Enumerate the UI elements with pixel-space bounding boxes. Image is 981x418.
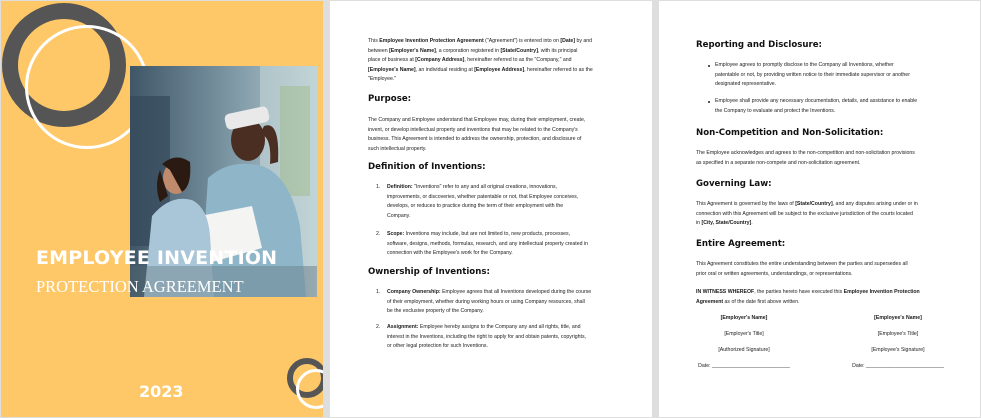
employee-name: [Employee's Name] xyxy=(874,315,922,321)
employee-signature: [Employee's Signature] xyxy=(871,347,925,353)
ownership-item: 1. Company Ownership: Employee agrees that all Inventions developed during the course of their employment, whether during working hours or using Company resources, shall be the exclusive property of the Company. xyxy=(376,289,592,315)
reporting-bullet: Employee shall provide any necessary documentation, details, and assistance to enable the Company to evaluate and protect the Inventions. xyxy=(696,97,971,119)
intro-line: between [Employer's Name], a corporation registered in [State/Country], with its principal xyxy=(368,47,578,54)
noncompete-heading: Non-Competition and Non-Solicitation: xyxy=(696,128,884,138)
witness-paragraph: IN WITNESS WHEREOF, the parties hereto have executed this Employee Invention Protection Agreement as of the date first above written. xyxy=(696,289,920,305)
noncompete-paragraph: The Employee acknowledges and agrees to the non-competition and non-solicitation provisions as specified in a separate non-compete and non-solicitation agreement. xyxy=(696,150,915,166)
purpose-paragraph: The Company and Employee understand that Employee may, during their employment, create, invent, or develop intellectual property and inventions that may be related to the Company's business. This Agreement is intended to address the ownership, protection, and disclosure of such intellectual property. xyxy=(368,117,586,152)
cover-title-line1: EMPLOYEE INVENTION xyxy=(36,247,278,269)
definition-item: 2. Scope: Inventions may include, but are not limited to, new products, processes, software, designs, methods, formulas, research, and any intellectual property created in connection with the Employee's work for the Company. xyxy=(376,231,588,257)
entire-agreement-heading: Entire Agreement: xyxy=(696,239,786,249)
employee-date: Date: ___________________________ xyxy=(852,363,944,369)
intro-line: This Employee Invention Protection Agreement ("Agreement") is entered into on [Date] by and xyxy=(368,38,593,44)
cover-year: 2023 xyxy=(139,382,184,401)
definitions-heading: Definition of Inventions: xyxy=(368,162,486,172)
document-page-2 xyxy=(330,1,652,417)
purpose-heading: Purpose: xyxy=(368,94,412,104)
employee-title: [Employee's Title] xyxy=(877,331,919,337)
intro-line: [Employee's Name], an individual residing at [Employee Address], hereinafter referred to as the xyxy=(368,66,593,73)
decorative-ring-small-outline xyxy=(296,369,323,409)
governing-law-heading: Governing Law: xyxy=(696,179,772,189)
cover-page xyxy=(1,1,323,417)
bullet-dot xyxy=(708,101,710,103)
employer-date: Date: ___________________________ xyxy=(698,363,790,369)
definition-item: 1. Definition: "Inventions" refer to any and all original creations, innovations, improvements, or discoveries, whether patentable or not, that Employee conceives, develops, or reduces to practice during the term of their employment with the Company. xyxy=(376,184,579,219)
bullet-dot xyxy=(708,65,710,67)
signature-block-employee xyxy=(843,314,953,372)
signature-block-employer xyxy=(689,314,799,372)
intro-line: "Employee." xyxy=(368,76,397,83)
cover-title-line2: PROTECTION AGREEMENT xyxy=(36,277,244,296)
employer-signature: [Authorized Signature] xyxy=(718,347,770,353)
employer-name: [Employer's Name] xyxy=(720,315,768,321)
employer-title: [Employer's Title] xyxy=(724,331,764,337)
reporting-heading: Reporting and Disclosure: xyxy=(696,40,822,50)
entire-agreement-paragraph: This Agreement constitutes the entire understanding between the parties and supersedes all prior oral or written agreements, understandings, or representations. xyxy=(696,261,908,277)
intro-line: place of business at [Company Address], hereinafter referred to as the "Company," and xyxy=(368,57,572,64)
governing-law-paragraph: This Agreement is governed by the laws of [State/Country], and any disputes arising under or in connection with this Agreement will be subject to the exclusive jurisdiction of the courts located in [City, State/Country]. xyxy=(696,201,918,227)
ownership-item: 2. Assignment: Employee hereby assigns to the Company any and all rights, title, and interest in the Inventions, including the right to apply for and obtain patents, copyrights, or other legal protection for such Inventions. xyxy=(376,324,586,350)
document-page-3 xyxy=(659,1,980,417)
ownership-heading: Ownership of Inventions: xyxy=(368,267,490,277)
intro-paragraph xyxy=(368,37,638,85)
reporting-bullet: Employee agrees to promptly disclose to the Company all Inventions, whether patentable or not, by providing written notice to their immediate supervisor or another designated representative. xyxy=(696,61,971,93)
